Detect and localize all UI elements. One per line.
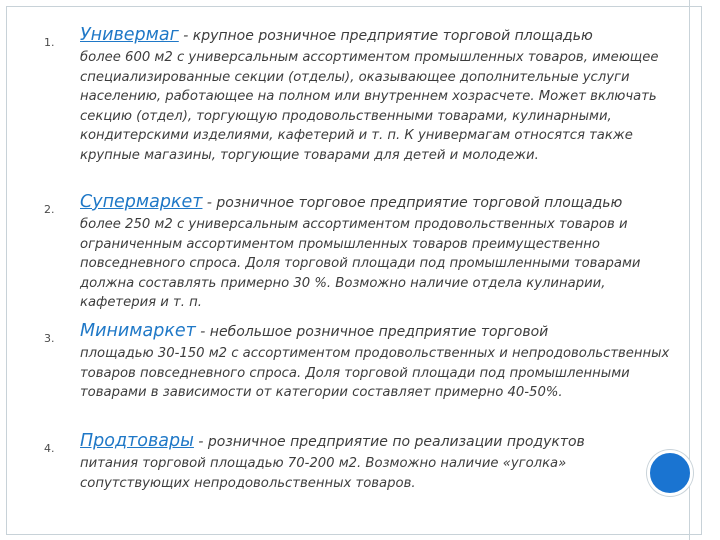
body-text: более 250 м2 с универсальным ассортиментом продовольственных товаров и ограниченным ассортиментом промышленных товаров преимущественно повседневного спроса. Доля торговой площади под промышленными товарами должна составлять примерно 30 %. Возможно наличие отдела кулинарии, кафетерия и т. п. xyxy=(80,217,641,311)
term-univermag: Универмаг xyxy=(80,25,179,45)
list-number: 3. xyxy=(44,332,55,345)
body-text: более 600 м2 с универсальным ассортиментом промышленных товаров, имеющее специализированные секции (отделы), оказывающее дополнительные услуги населению, работающее на полном или внутреннем хозрасчете. Может включать секцию (отдел), торгующую продовольственными товарами, кулинарными, кондитерскими изделиями, кафетерий и т. п. К универмагам относятся также крупные магазины, торгующие товарами для детей и молодежи. xyxy=(80,50,659,163)
lead-text: - розничное предприятие по реализации продуктов xyxy=(193,434,585,450)
lead-text: - розничное торговое предприятие торговой площадью xyxy=(202,195,623,211)
list-text xyxy=(80,322,674,403)
body-text: питания торговой площадью 70-200 м2. Возможно наличие «уголка» сопутствующих непродовольственных товаров. xyxy=(80,456,567,491)
lead-text: - небольшое розничное предприятие торговой xyxy=(195,324,549,340)
list-number: 2. xyxy=(44,203,55,216)
list-text xyxy=(80,26,674,166)
list-text xyxy=(80,432,640,493)
lead-text: - крупное розничное предприятие торговой площадью xyxy=(178,28,593,44)
decorative-blue-circle xyxy=(647,450,693,496)
list-text xyxy=(80,193,674,313)
list-number: 4. xyxy=(44,442,55,455)
body-text: площадью 30-150 м2 с ассортиментом продовольственных и непродовольственных товаров повседневного спроса. Доля торговой площади под промышленными товарами в зависимости от категории составляет примерно 40-50%. xyxy=(80,346,670,401)
list-number: 1. xyxy=(44,36,55,49)
term-minimarket: Минимаркет xyxy=(80,321,196,341)
term-supermarket: Супермаркет xyxy=(80,192,203,212)
term-prodtovary: Продтовары xyxy=(80,431,194,451)
